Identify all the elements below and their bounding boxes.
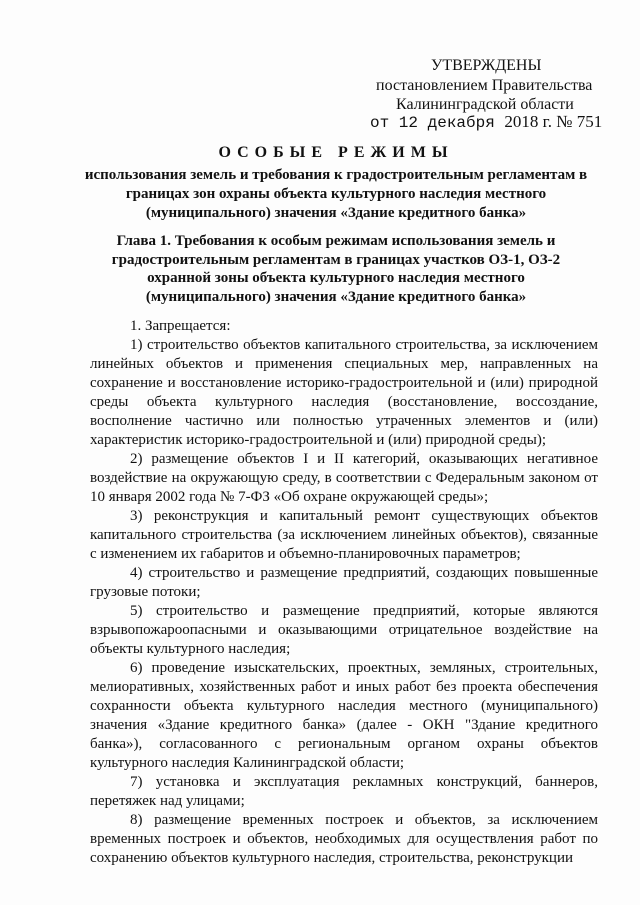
chapter-heading: Глава 1. Требования к особым режимам использования земель и градостроительным регламентам в границах участков ОЗ-1, ОЗ-2 охранной зоны объекта культурного наследия местного (муниципального) значения «Здание кредитного банка»	[111, 233, 561, 305]
document-subtitle: использования земель и требования к градостроительным регламентам в границах зон охраны объекта культурного наследия местного (муниципального) значения «Здание кредитного банка»	[84, 167, 588, 221]
paragraph-item-2: 2) размещение объектов I и II категорий, оказывающих негативное воздействие на окружающую среду, в соответствии с Федеральным законом от 10 января 2002 года № 7-ФЗ «Об охране окружающей среды»;	[90, 451, 598, 505]
approval-region: Калининградской области	[396, 96, 574, 113]
paragraph-item-4: 4) строительство и размещение предприятий, создающих повышенные грузовые потоки;	[90, 565, 598, 600]
paragraph-item-3: 3) реконструкция и капитальный ремонт существующих объектов капитального строительства (за исключением линейных объектов), связанные с изменением их габаритов и объемно-планировочных параметров;	[90, 508, 598, 562]
approval-authority: постановлением Правительства	[376, 77, 593, 94]
approval-number: 2018 г. № 751	[504, 112, 603, 131]
paragraph-item-6: 6) проведение изыскательских, проектных, земляных, строительных, мелиоративных, хозяйственных работ и иных работ без проекта обеспечения сохранности объекта культурного наследия местного (муниципального) значения «Здание кредитного банка» (далее - ОКН "Здание кредитного банка»), согласованного с региональным органом охраны объектов культурного наследия Калининградской области;	[90, 660, 598, 771]
paragraph-item-5: 5) строительство и размещение предприятий, которые являются взрывопожароопасными и оказывающими отрицательное воздействие на объекты культурного наследия;	[90, 603, 598, 657]
approval-heading: УТВЕРЖДЕНЫ	[431, 57, 542, 74]
paragraph-item-1: 1) строительство объектов капитального строительства, за исключением линейных объектов и применения специальных мер, направленных на сохранение и восстановление историко-градостроительной и (или) природной среды объекта культурного наследия (восстановление, воссоздание, восполнение частично или полностью утраченных элементов и (или) характеристик историко-градостроительной и (или) природной среды);	[90, 337, 598, 448]
paragraph-intro: 1. Запрещается:	[130, 318, 231, 334]
approval-date	[370, 112, 602, 133]
document-title: ОСОБЫЕ РЕЖИМЫ	[218, 144, 454, 161]
document-title-block	[70, 143, 602, 223]
approval-date-prefix: от 12 декабря	[370, 114, 505, 132]
paragraph-item-7: 7) установка и эксплуатация рекламных конструкций, баннеров, перетяжек над улицами;	[90, 774, 598, 809]
document-body	[90, 317, 598, 868]
paragraph-item-8: 8) размещение временных построек и объектов, за исключением временных построек и объектов, необходимых для осуществления работ по сохранению объектов культурного наследия, строительства, реконструкции	[90, 812, 598, 866]
